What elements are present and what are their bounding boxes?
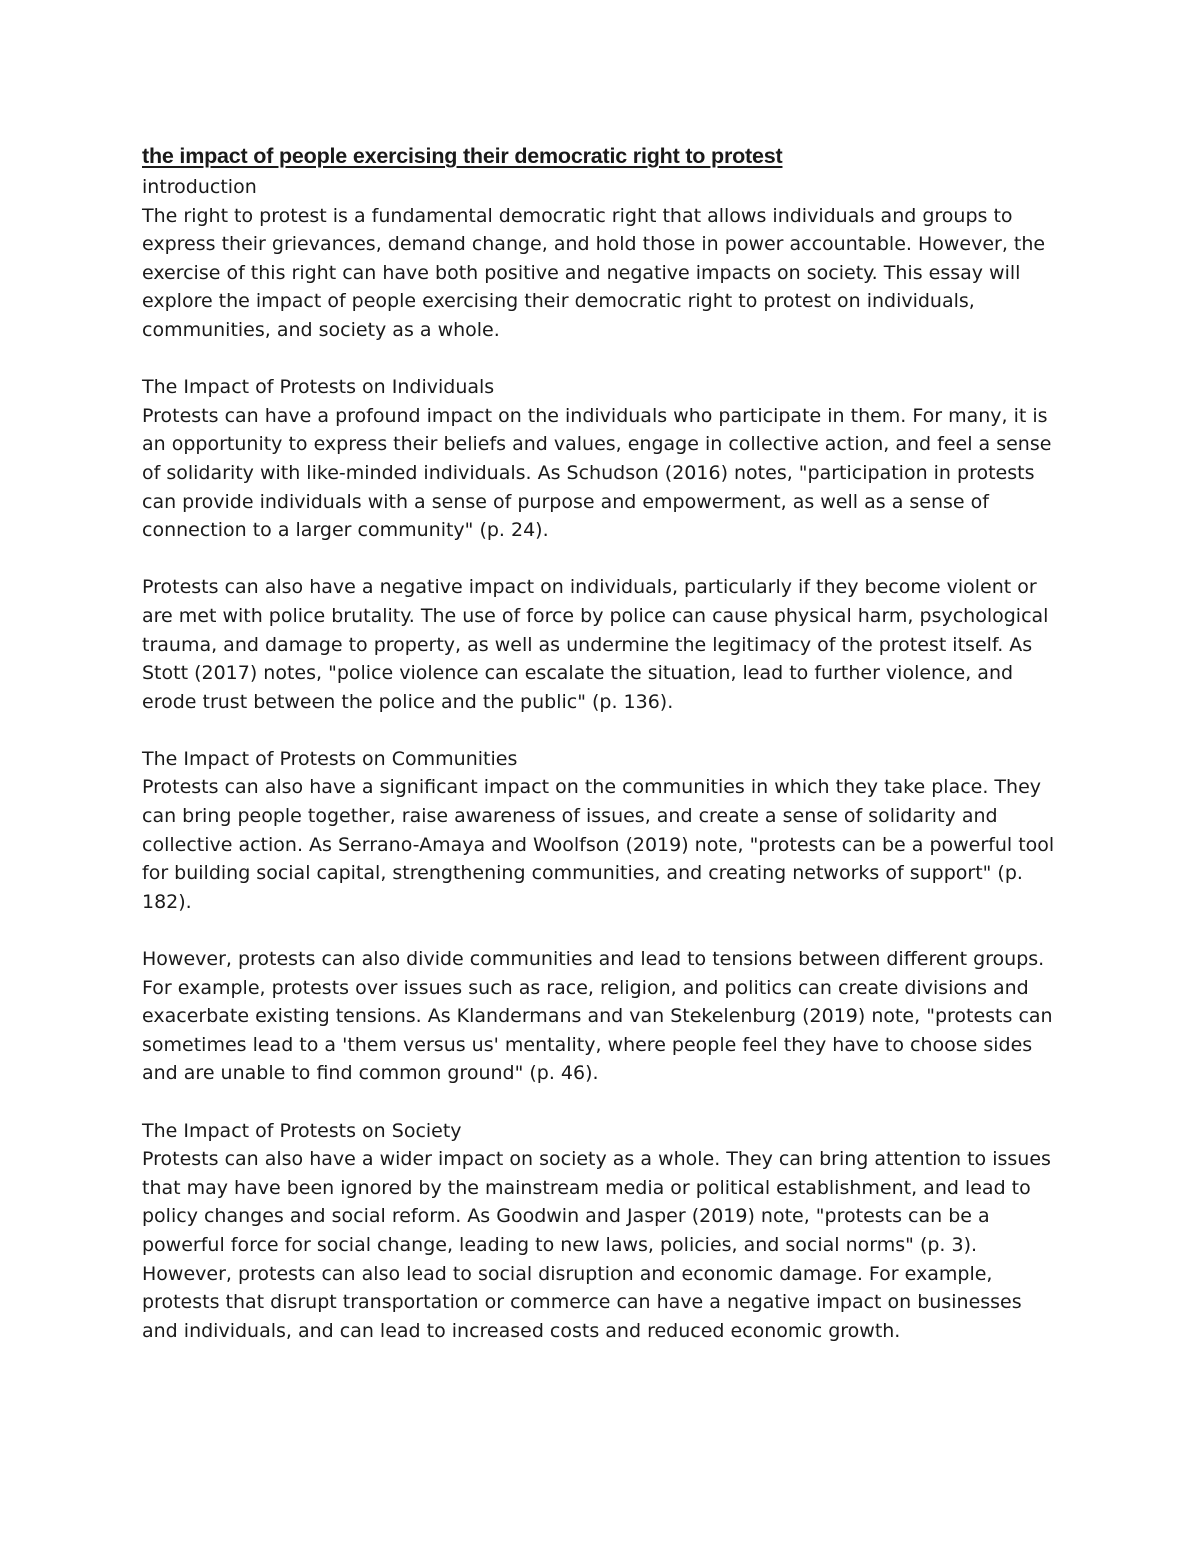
paragraph: The right to protest is a fundamental democratic right that allows individuals and groups to express their grievances, demand change, and hold those in power accountable. However, the exercise of this right can have both positive and negative impacts on society. This essay will explore the impact of people exercising their democratic right to protest on individuals, communities, and society as a whole.: [142, 204, 1046, 341]
section-heading: The Impact of Protests on Communities: [142, 747, 518, 770]
paragraph-spacer: [142, 545, 1062, 574]
paragraph: Protests can also have a wider impact on society as a whole. They can bring attention to issues that may have been ignored by the mainstream media or political establishment, and lead to policy changes and social reform. As Goodwin and Jasper (2019) note, "protests can be a powerful force for social change, leading to new laws, policies, and social norms" (p. 3). However, protests can also lead to social disruption and economic damage. For example, protests that disrupt transportation or commerce can have a negative impact on businesses and individuals, and can lead to increased costs and reduced economic growth.: [142, 1148, 1051, 1342]
paragraph-spacer: [142, 1088, 1062, 1117]
document-page: [142, 141, 1062, 1345]
section-individuals: [142, 373, 1062, 716]
section-heading: The Impact of Protests on Society: [142, 1119, 462, 1142]
paragraph: Protests can also have a significant impact on the communities in which they take place. They can bring people together, raise awareness of issues, and create a sense of solidarity and collective action. As Serrano-Amaya and Woolfson (2019) note, "protests can be a powerful tool for building social capital, strengthening communities, and creating networks of support" (p. 182).: [142, 776, 1055, 913]
paragraph-spacer: [142, 345, 1062, 374]
section-society: [142, 1117, 1062, 1346]
section-introduction: [142, 173, 1062, 345]
section-heading: The Impact of Protests on Individuals: [142, 376, 495, 399]
section-communities: [142, 745, 1062, 1088]
paragraph: Protests can also have a negative impact on individuals, particularly if they become violent or are met with police brutality. The use of force by police can cause physical harm, psychological trauma, and damage to property, as well as undermine the legitimacy of the protest itself. As Stott (2017) notes, "police violence can escalate the situation, lead to further violence, and erode trust between the police and the public" (p. 136).: [142, 576, 1049, 713]
document-title: the impact of people exercising their democratic right to protest: [142, 144, 783, 168]
paragraph: However, protests can also divide communities and lead to tensions between different groups. For example, protests over issues such as race, religion, and politics can create divisions and exacerbate existing tensions. As Klandermans and van Stekelenburg (2019) note, "protests can sometimes lead to a 'them versus us' mentality, where people feel they have to choose sides and are unable to find common ground" (p. 46).: [142, 948, 1053, 1085]
paragraph-spacer: [142, 716, 1062, 745]
paragraph-spacer: [142, 916, 1062, 945]
paragraph: Protests can have a profound impact on the individuals who participate in them. For many, it is an opportunity to express their beliefs and values, engage in collective action, and feel a sense of solidarity with like-minded individuals. As Schudson (2016) notes, "participation in protests can provide individuals with a sense of purpose and empowerment, as well as a sense of connection to a larger community" (p. 24).: [142, 404, 1052, 542]
section-heading: introduction: [142, 176, 257, 198]
